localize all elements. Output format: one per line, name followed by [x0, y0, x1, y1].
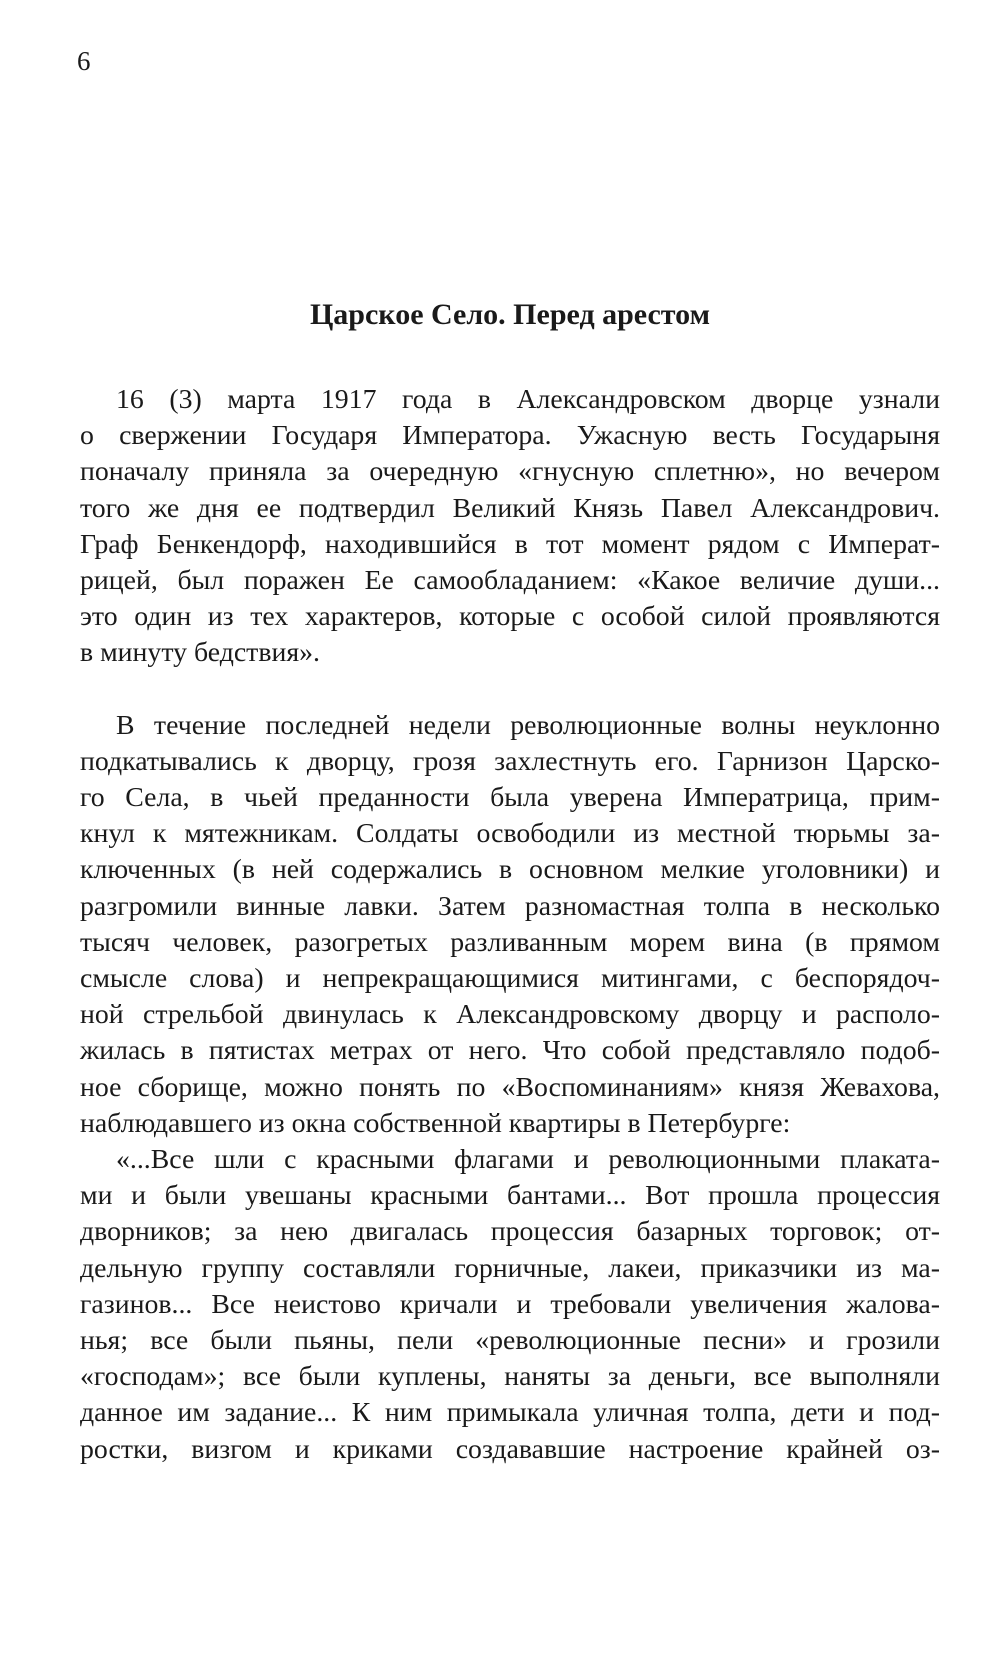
text-line: подкатывались к дворцу, грозя захлестнуть его. Гарнизон Царско-: [80, 745, 940, 777]
chapter-title: Царское Село. Перед арестом: [309, 298, 711, 331]
paragraph-3-quote: [80, 1142, 940, 1468]
text-line: «...Все шли с красными флагами и революционными плаката-: [116, 1144, 940, 1176]
text-line: го Села, в чьей преданности была уверена Императрица, прим-: [80, 782, 940, 814]
text-line: дворников; за нею двигалась процессия базарных торговок; от-: [80, 1216, 940, 1248]
text-line: Граф Бенкендорф, находившийся в тот момент рядом с Императ-: [80, 528, 940, 560]
text-line: данное им задание... К ним примыкала уличная толпа, дети и под-: [80, 1397, 940, 1429]
text-line: жилась в пятистах метрах от него. Что собой представляло подоб-: [80, 1035, 940, 1067]
text-line: того же дня ее подтвердил Великий Князь Павел Александрович.: [80, 492, 940, 524]
text-line: ной стрельбой двинулась к Александровскому дворцу и располо-: [80, 999, 940, 1031]
text-line: смысле слова) и непрекращающимися митингами, с беспорядоч-: [80, 963, 940, 995]
text-line: рицей, был поражен Ее самообладанием: «Какое величие души...: [80, 565, 940, 597]
text-line: о свержении Государя Императора. Ужасную весть Государыня: [80, 420, 940, 452]
paragraph-2: [80, 708, 940, 1142]
text-line: ми и были увешаны красными бантами... Вот прошла процессия: [80, 1180, 940, 1212]
text-line: газинов... Все неистово кричали и требовали увеличения жалова-: [80, 1288, 940, 1320]
paragraph-1: [80, 382, 940, 672]
text-line: разгромили винные лавки. Затем разномастная толпа в несколько: [80, 890, 940, 922]
body-text: [80, 382, 940, 1468]
text-line: в минуту бедствия».: [80, 637, 320, 669]
text-line: дельную группу составляли горничные, лакеи, приказчики из ма-: [80, 1252, 940, 1284]
text-line: ключенных (в ней содержались в основном мелкие уголовники) и: [80, 854, 940, 886]
text-line: кнул к мятежникам. Солдаты освободили из местной тюрьмы за-: [80, 818, 940, 850]
text-line: В течение последней недели революционные волны неуклонно: [116, 709, 940, 741]
text-line: наблюдавшего из окна собственной квартиры в Петербурге:: [80, 1107, 791, 1139]
text-line: «господам»; все были куплены, наняты за деньги, все выполняли: [80, 1361, 940, 1393]
page-number: 6: [77, 46, 91, 76]
text-line: тысяч человек, разогретых разливанным морем вина (в прямом: [80, 926, 940, 958]
text-line: поначалу приняла за очередную «гнусную сплетню», но вечером: [80, 456, 940, 488]
text-line: нья; все были пьяны, пели «революционные песни» и грозили: [80, 1325, 940, 1357]
text-line: это один из тех характеров, которые с особой силой проявляются: [80, 601, 940, 633]
text-line: ное сборище, можно понять по «Воспоминаниям» князя Жевахова,: [80, 1071, 940, 1103]
text-line: 16 (3) марта 1917 года в Александровском дворце узнали: [116, 384, 940, 415]
text-line: ростки, визгом и криками создававшие настроение крайней оз-: [80, 1433, 940, 1465]
